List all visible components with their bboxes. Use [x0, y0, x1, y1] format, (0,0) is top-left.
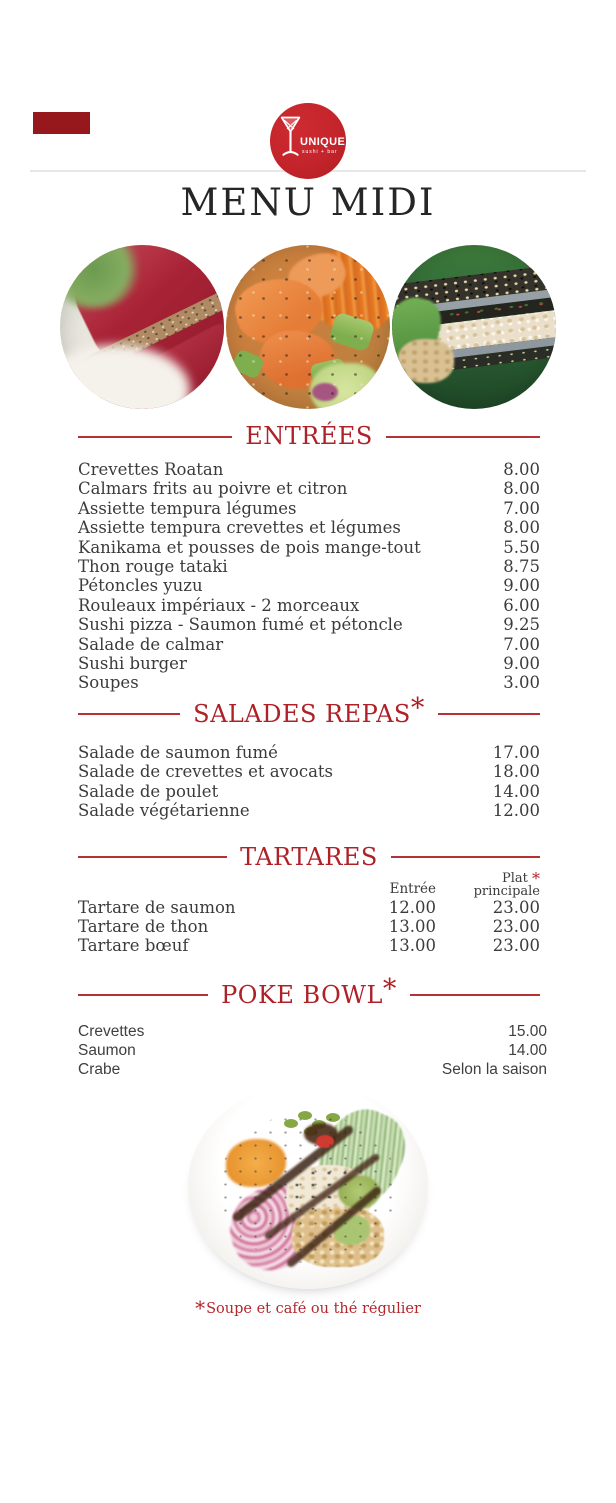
menu-item: Assiette tempura légumes 7.00: [78, 498, 540, 518]
photo-row: [0, 245, 616, 409]
brand-name: UNIQUE: [300, 136, 346, 148]
rule-left: [78, 713, 180, 715]
rule-right: [391, 856, 540, 858]
menu-item-name: Tartare bœuf: [78, 936, 189, 956]
footnote-asterisk: *: [195, 1295, 206, 1320]
menu-content: [0, 423, 616, 1079]
menu-item: Salade de crevettes et avocats 18.00: [78, 762, 540, 782]
poke-bowl-photo: [188, 1083, 428, 1289]
menu-item: Soupes 3.00: [78, 673, 540, 693]
menu-item: Sushi burger 9.00: [78, 654, 540, 674]
footnote-asterisk: *: [410, 692, 425, 724]
salades-list: [78, 743, 540, 821]
menu-item-name: Tartare de saumon: [78, 897, 236, 917]
menu-item: Rouleaux impériaux - 2 morceaux 6.00: [78, 595, 540, 615]
menu-item: Assiette tempura crevettes et légumes 8.00: [78, 518, 540, 538]
price-plat: 23.00: [492, 936, 540, 956]
price-plat: 23.00: [492, 897, 540, 917]
rule-right: [386, 436, 540, 438]
rule-right: [438, 713, 540, 715]
rule-right: [410, 994, 540, 996]
tartares-section-header: [78, 844, 540, 871]
rule-left: [78, 856, 227, 858]
menu-item: Crabe Selon la saison: [78, 1060, 547, 1078]
salades-heading: SALADES REPAS*: [193, 692, 425, 728]
menu-item: Salade de poulet 14.00: [78, 781, 540, 801]
brand-logo: [270, 103, 346, 179]
col-plat-header: Plat * principale: [473, 868, 540, 899]
col-entree-header: Entrée: [389, 880, 436, 897]
menu-item: Saumon 14.00: [78, 1041, 547, 1059]
rule-left: [78, 994, 208, 996]
cocktail-glass-icon: [279, 113, 302, 161]
entrees-section-header: [78, 423, 540, 450]
price-entree: 12.00: [388, 897, 436, 917]
menu-item: Sushi pizza - Saumon fumé et pétoncle 9.25: [78, 615, 540, 635]
top-left-red-bar: [33, 112, 90, 134]
menu-item: Pétoncles yuzu 9.00: [78, 576, 540, 596]
menu-item: Salade végétarienne 12.00: [78, 801, 540, 821]
entrees-list: [78, 460, 540, 693]
menu-item: Thon rouge tataki 8.75: [78, 557, 540, 577]
menu-item: Salade de saumon fumé 17.00: [78, 742, 540, 762]
tartares-column-headers: [78, 868, 540, 899]
menu-footnote: [0, 1295, 616, 1320]
tartares-heading: TARTARES: [240, 842, 378, 871]
footnote-asterisk: *: [532, 868, 540, 888]
footnote-text: Soupe et café ou thé régulier: [206, 1300, 421, 1317]
entrees-heading: ENTRÉES: [245, 422, 373, 450]
price-plat: 23.00: [492, 916, 540, 936]
brand-tagline: sushi + bar: [302, 149, 338, 155]
menu-item: Kanikama et pousses de pois mange-tout 5.50: [78, 537, 540, 557]
salade-saumon-fume-photo: [226, 245, 390, 409]
menu-item-name: Tartare de thon: [78, 916, 209, 936]
tartares-list: [78, 898, 540, 956]
menu-item: Calmars frits au poivre et citron 8.00: [78, 479, 540, 499]
thon-rouge-tataki-photo: [60, 245, 224, 409]
footnote-asterisk: *: [382, 973, 397, 1005]
poke-section-header: [78, 973, 540, 1009]
menu-item: Crevettes Roatan 8.00: [78, 460, 540, 479]
page-title: MENU MIDI: [180, 181, 436, 224]
rule-left: [78, 436, 232, 438]
poke-heading: POKE BOWL*: [221, 973, 397, 1009]
price-entree: 13.00: [388, 916, 436, 936]
sushi-burger-photo: [392, 245, 556, 409]
menu-item: Salade de calmar 7.00: [78, 634, 540, 654]
menu-item: Crevettes 15.00: [78, 1022, 547, 1040]
price-entree: 13.00: [388, 936, 436, 956]
salades-section-header: [78, 692, 540, 728]
poke-list: [78, 1022, 547, 1079]
